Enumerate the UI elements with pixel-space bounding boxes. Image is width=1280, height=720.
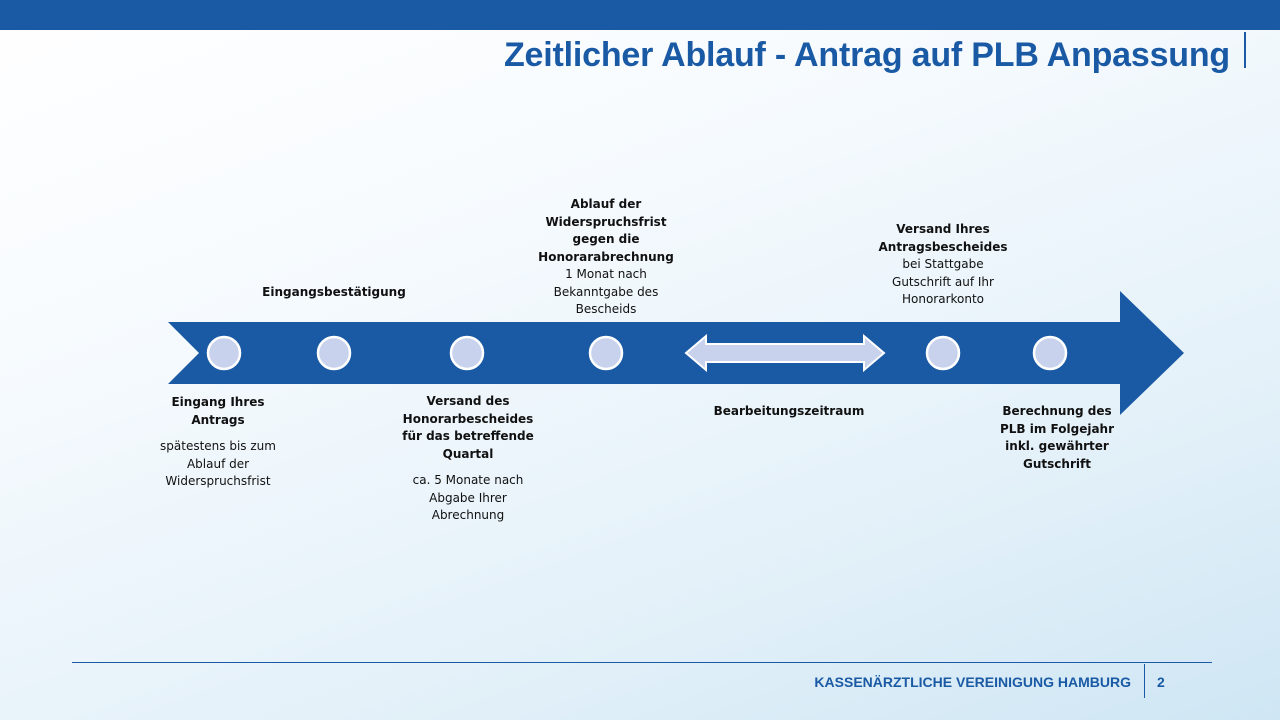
timeline-node <box>1034 337 1066 369</box>
step-title: Bearbeitungszeitraum <box>713 404 865 418</box>
timeline-node <box>318 337 350 369</box>
step-label-plb-berechnung <box>990 403 1124 473</box>
step-label-eingang <box>152 394 284 491</box>
step-label-honorarbescheid <box>398 393 538 525</box>
step-title: Eingang Ihres Antrags <box>171 395 265 427</box>
footer-organization: KASSENÄRZTLICHE VEREINIGUNG HAMBURG <box>814 674 1131 690</box>
step-detail: spätestens bis zum Ablauf der Widerspruchsfrist <box>160 439 276 488</box>
step-title: Versand Ihres Antragsbescheides <box>878 222 1008 254</box>
page-number: 2 <box>1157 674 1165 690</box>
timeline-node <box>451 337 483 369</box>
step-label-widerspruchsfrist <box>533 196 679 319</box>
step-label-eingangsbestaetigung <box>254 284 414 302</box>
step-title: Eingangsbestätigung <box>262 285 406 299</box>
step-title: Berechnung des PLB im Folgejahr inkl. gewährter Gutschrift <box>999 404 1115 471</box>
step-title: Ablauf der Widerspruchsfrist gegen die Honorarabrechnung <box>538 197 674 264</box>
step-label-antragsbescheid <box>876 221 1010 309</box>
page-title: Zeitlicher Ablauf - Antrag auf PLB Anpassung <box>503 36 1230 74</box>
footer-divider <box>72 662 1212 663</box>
step-label-bearbeitungszeitraum <box>698 403 880 421</box>
step-detail: 1 Monat nach Bekanntgabe des Bescheids <box>553 267 659 316</box>
step-title: Versand des Honorarbescheides für das betreffende Quartal <box>402 394 534 461</box>
footer-separator <box>1144 664 1145 698</box>
step-detail: bei Stattgabe Gutschrift auf Ihr Honorarkonto <box>892 257 994 306</box>
step-detail: ca. 5 Monate nach Abgabe Ihrer Abrechnung <box>412 473 524 522</box>
timeline-node <box>590 337 622 369</box>
timeline-node <box>208 337 240 369</box>
timeline-node <box>927 337 959 369</box>
